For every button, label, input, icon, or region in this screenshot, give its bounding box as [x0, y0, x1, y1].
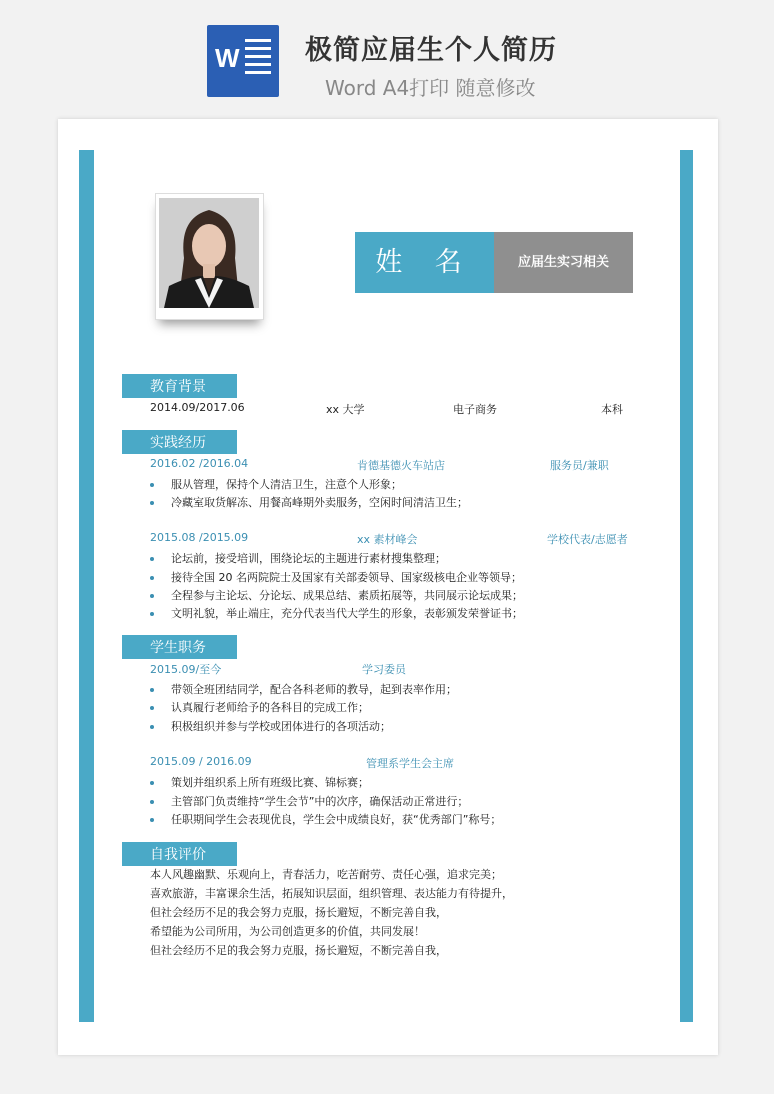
bullet-icon — [150, 612, 154, 616]
section-education-title: 教育背景 — [122, 374, 237, 398]
duty-period: 2015.09/至今 — [150, 663, 222, 676]
self-eval-line: 喜欢旅游，丰富课余生活，拓展知识层面，组织管理、表达能力有待提升， — [150, 887, 513, 900]
duty-role: 学习委员 — [362, 663, 406, 676]
practice-period: 2016.02 /2016.04 — [150, 457, 249, 470]
self-eval-line: 但社会经历不足的我会努力克服，扬长避短，不断完善自我， — [150, 906, 447, 919]
bullet-icon — [150, 594, 154, 598]
education-major: 电子商务 — [453, 403, 497, 416]
left-accent-bar — [79, 150, 94, 1022]
profile-photo — [159, 198, 259, 308]
bullet-icon — [150, 800, 154, 804]
self-eval-line: 本人风趣幽默、乐观向上，青春活力，吃苦耐劳、责任心强，追求完美； — [150, 868, 502, 881]
bullet-icon — [150, 483, 154, 487]
list-item: 全程参与主论坛、分论坛、成果总结、素质拓展等，共同展示论坛成果； — [150, 587, 523, 603]
list-item: 带领全班团结同学，配合各科老师的教导，起到表率作用； — [150, 681, 457, 697]
practice-period: 2015.08 /2015.09 — [150, 531, 249, 544]
practice-role: 服务员/兼职 — [550, 459, 609, 472]
practice-org: xx 素材峰会 — [357, 533, 418, 546]
section-practice-title: 实践经历 — [122, 430, 237, 454]
list-item: 主管部门负责维持“学生会节”中的次序，确保活动正常进行； — [150, 793, 468, 809]
duty-role: 管理系学生会主席 — [366, 757, 454, 770]
bullet-icon — [150, 818, 154, 822]
self-eval-line: 希望能为公司所用，为公司创造更多的价值，共同发展！ — [150, 925, 425, 938]
list-item: 策划并组织系上所有班级比赛、锦标赛； — [150, 774, 369, 790]
profile-photo-frame — [155, 193, 264, 320]
section-duties-title: 学生职务 — [122, 635, 237, 659]
practice-role: 学校代表/志愿者 — [547, 533, 628, 546]
name-box: 姓 名 — [355, 232, 494, 293]
job-intent-box: 应届生实习相关 — [494, 232, 633, 293]
education-school: xx 大学 — [326, 403, 365, 416]
bullet-icon — [150, 725, 154, 729]
duty-period: 2015.09 / 2016.09 — [150, 755, 252, 768]
list-item: 积极组织并参与学校或团体进行的各项活动； — [150, 718, 391, 734]
word-logo-icon — [207, 25, 279, 97]
list-item: 接待全国 20 名两院院士及国家有关部委领导、国家级核电企业等领导； — [150, 569, 522, 585]
list-item: 认真履行老师给予的各科目的完成工作； — [150, 699, 369, 715]
bullet-icon — [150, 576, 154, 580]
list-item: 文明礼貌，举止端庄，充分代表当代大学生的形象，表彰颁发荣誉证书； — [150, 605, 523, 621]
bullet-icon — [150, 688, 154, 692]
right-accent-bar — [680, 150, 693, 1022]
list-item: 服从管理，保持个人清洁卫生，注意个人形象； — [150, 476, 402, 492]
document-lines-icon — [245, 39, 271, 79]
bullet-icon — [150, 781, 154, 785]
self-eval-line: 但社会经历不足的我会努力克服，扬长避短，不断完善自我， — [150, 944, 447, 957]
list-item: 任职期间学生会表现优良，学生会中成绩良好，获“优秀部门”称号； — [150, 811, 501, 827]
page-title: 极简应届生个人简历 — [305, 35, 557, 66]
education-degree: 本科 — [601, 403, 623, 416]
bullet-icon — [150, 706, 154, 710]
bullet-icon — [150, 557, 154, 561]
section-self-eval-title: 自我评价 — [122, 842, 237, 866]
education-period: 2014.09/2017.06 — [150, 401, 245, 414]
bullet-icon — [150, 501, 154, 505]
list-item: 冷藏室取货解冻、用餐高峰期外卖服务，空闲时间清洁卫生； — [150, 494, 468, 510]
page-subtitle: Word A4打印 随意修改 — [325, 76, 536, 100]
practice-org: 肯德基德火车站店 — [357, 459, 445, 472]
list-item: 论坛前，接受培训，围绕论坛的主题进行素材搜集整理； — [150, 550, 446, 566]
word-logo-letter: W — [215, 43, 240, 73]
